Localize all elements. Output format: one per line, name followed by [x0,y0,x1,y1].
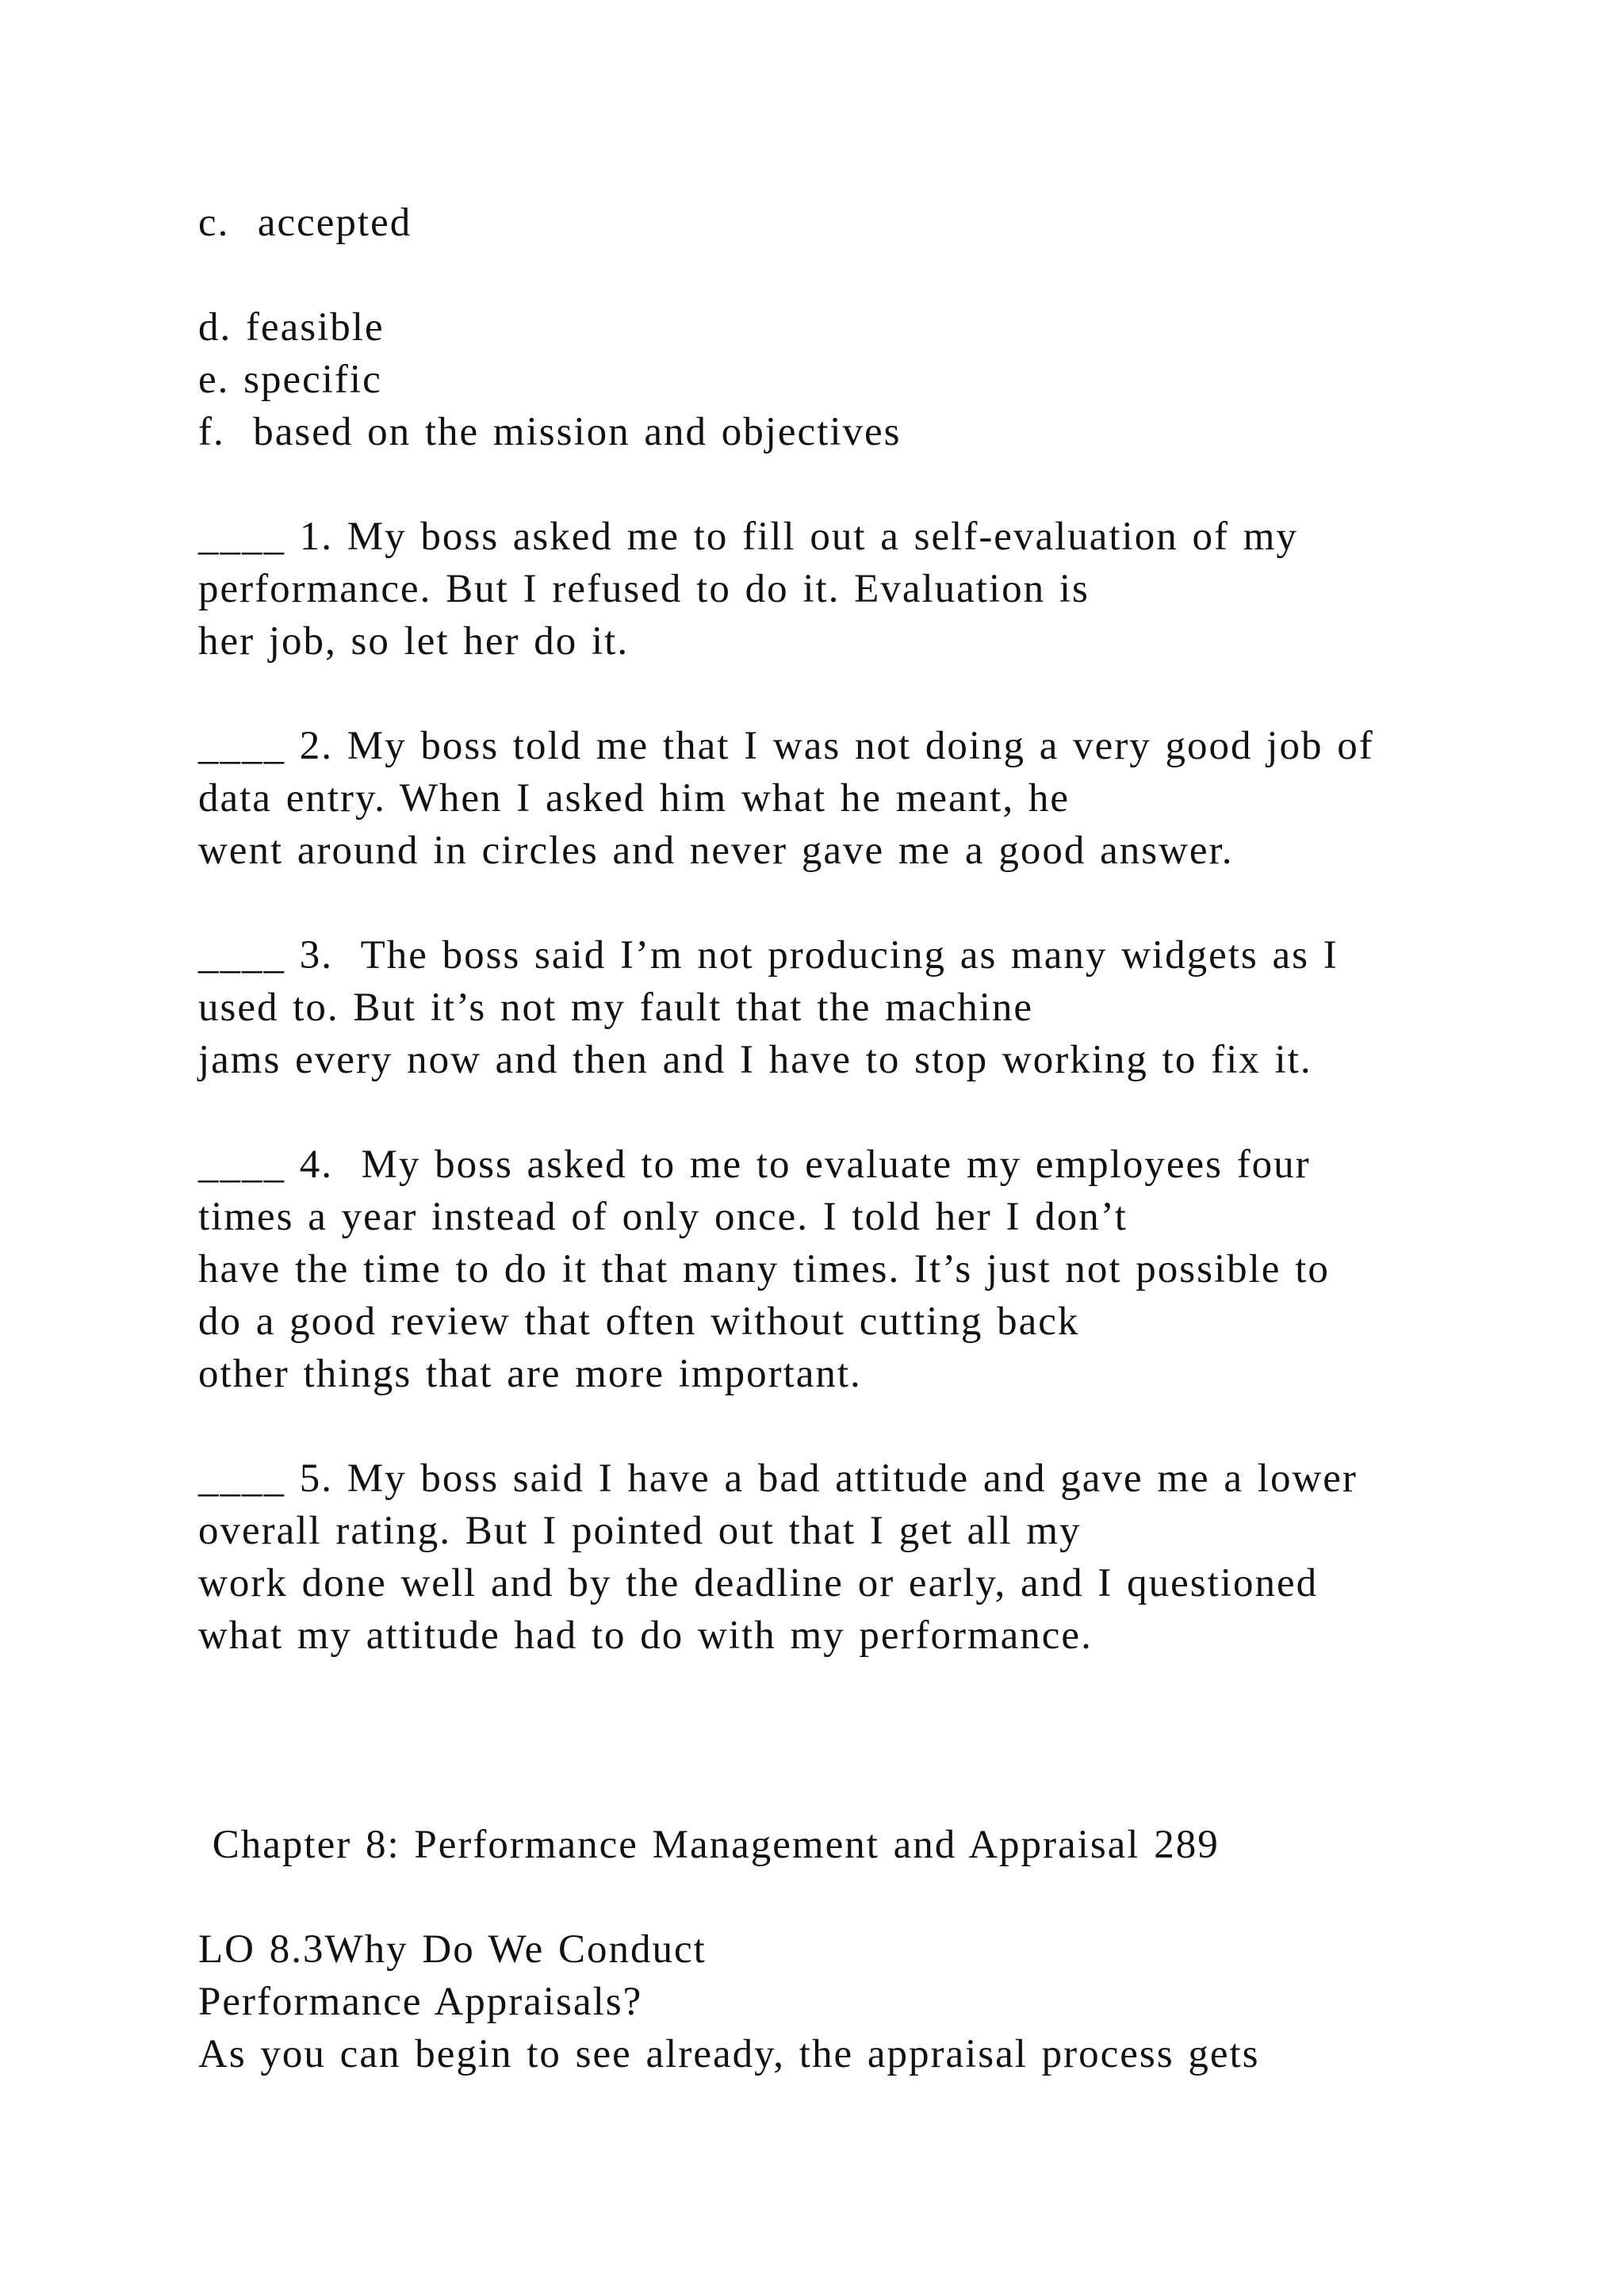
item-5-line-2: overall rating. But I pointed out that I get all my [198,1509,1082,1553]
item-5-line-4: what my attitude had to do with my performance. [198,1613,1093,1658]
item-1-line-3: her job, so let her do it. [198,619,630,664]
item-4-line-2: times a year instead of only once. I told her I don’t [198,1195,1128,1239]
item-5-line-1: ____ 5. My boss said I have a bad attitude and gave me a lower [198,1456,1358,1501]
item-4-line-4: do a good review that often without cutting back [198,1299,1080,1344]
item-2-line-1: ____ 2. My boss told me that I was not doing a very good job of [198,724,1374,768]
section-body-line: As you can begin to see already, the appraisal process gets [198,2032,1260,2076]
item-3-line-2: used to. But it’s not my fault that the machine [198,985,1034,1030]
item-3-line-1: ____ 3. The boss said I’m not producing as many widgets as I [198,933,1339,978]
item-1-line-2: performance. But I refused to do it. Evaluation is [198,567,1090,611]
chapter-footer: Chapter 8: Performance Management and Appraisal 289 [198,1823,1220,1867]
item-4-line-3: have the time to do it that many times. It’s just not possible to [198,1247,1330,1292]
item-1-line-1: ____ 1. My boss asked me to fill out a self-evaluation of my [198,515,1298,559]
item-2-line-3: went around in circles and never gave me a good answer. [198,828,1234,873]
option-f: f. based on the mission and objectives [198,410,902,454]
item-5-line-3: work done well and by the deadline or early, and I questioned [198,1561,1319,1605]
option-d: d. feasible [198,305,385,350]
option-c: c. accepted [198,201,412,245]
section-heading-line-1: LO 8.3Why Do We Conduct [198,1927,707,1972]
item-4-line-5: other things that are more important. [198,1352,862,1396]
section-heading-line-2: Performance Appraisals? [198,1980,643,2024]
item-3-line-3: jams every now and then and I have to stop working to fix it. [198,1038,1312,1082]
option-e: e. specific [198,358,382,402]
item-2-line-2: data entry. When I asked him what he meant, he [198,776,1070,821]
item-4-line-1: ____ 4. My boss asked to me to evaluate my employees four [198,1142,1311,1187]
